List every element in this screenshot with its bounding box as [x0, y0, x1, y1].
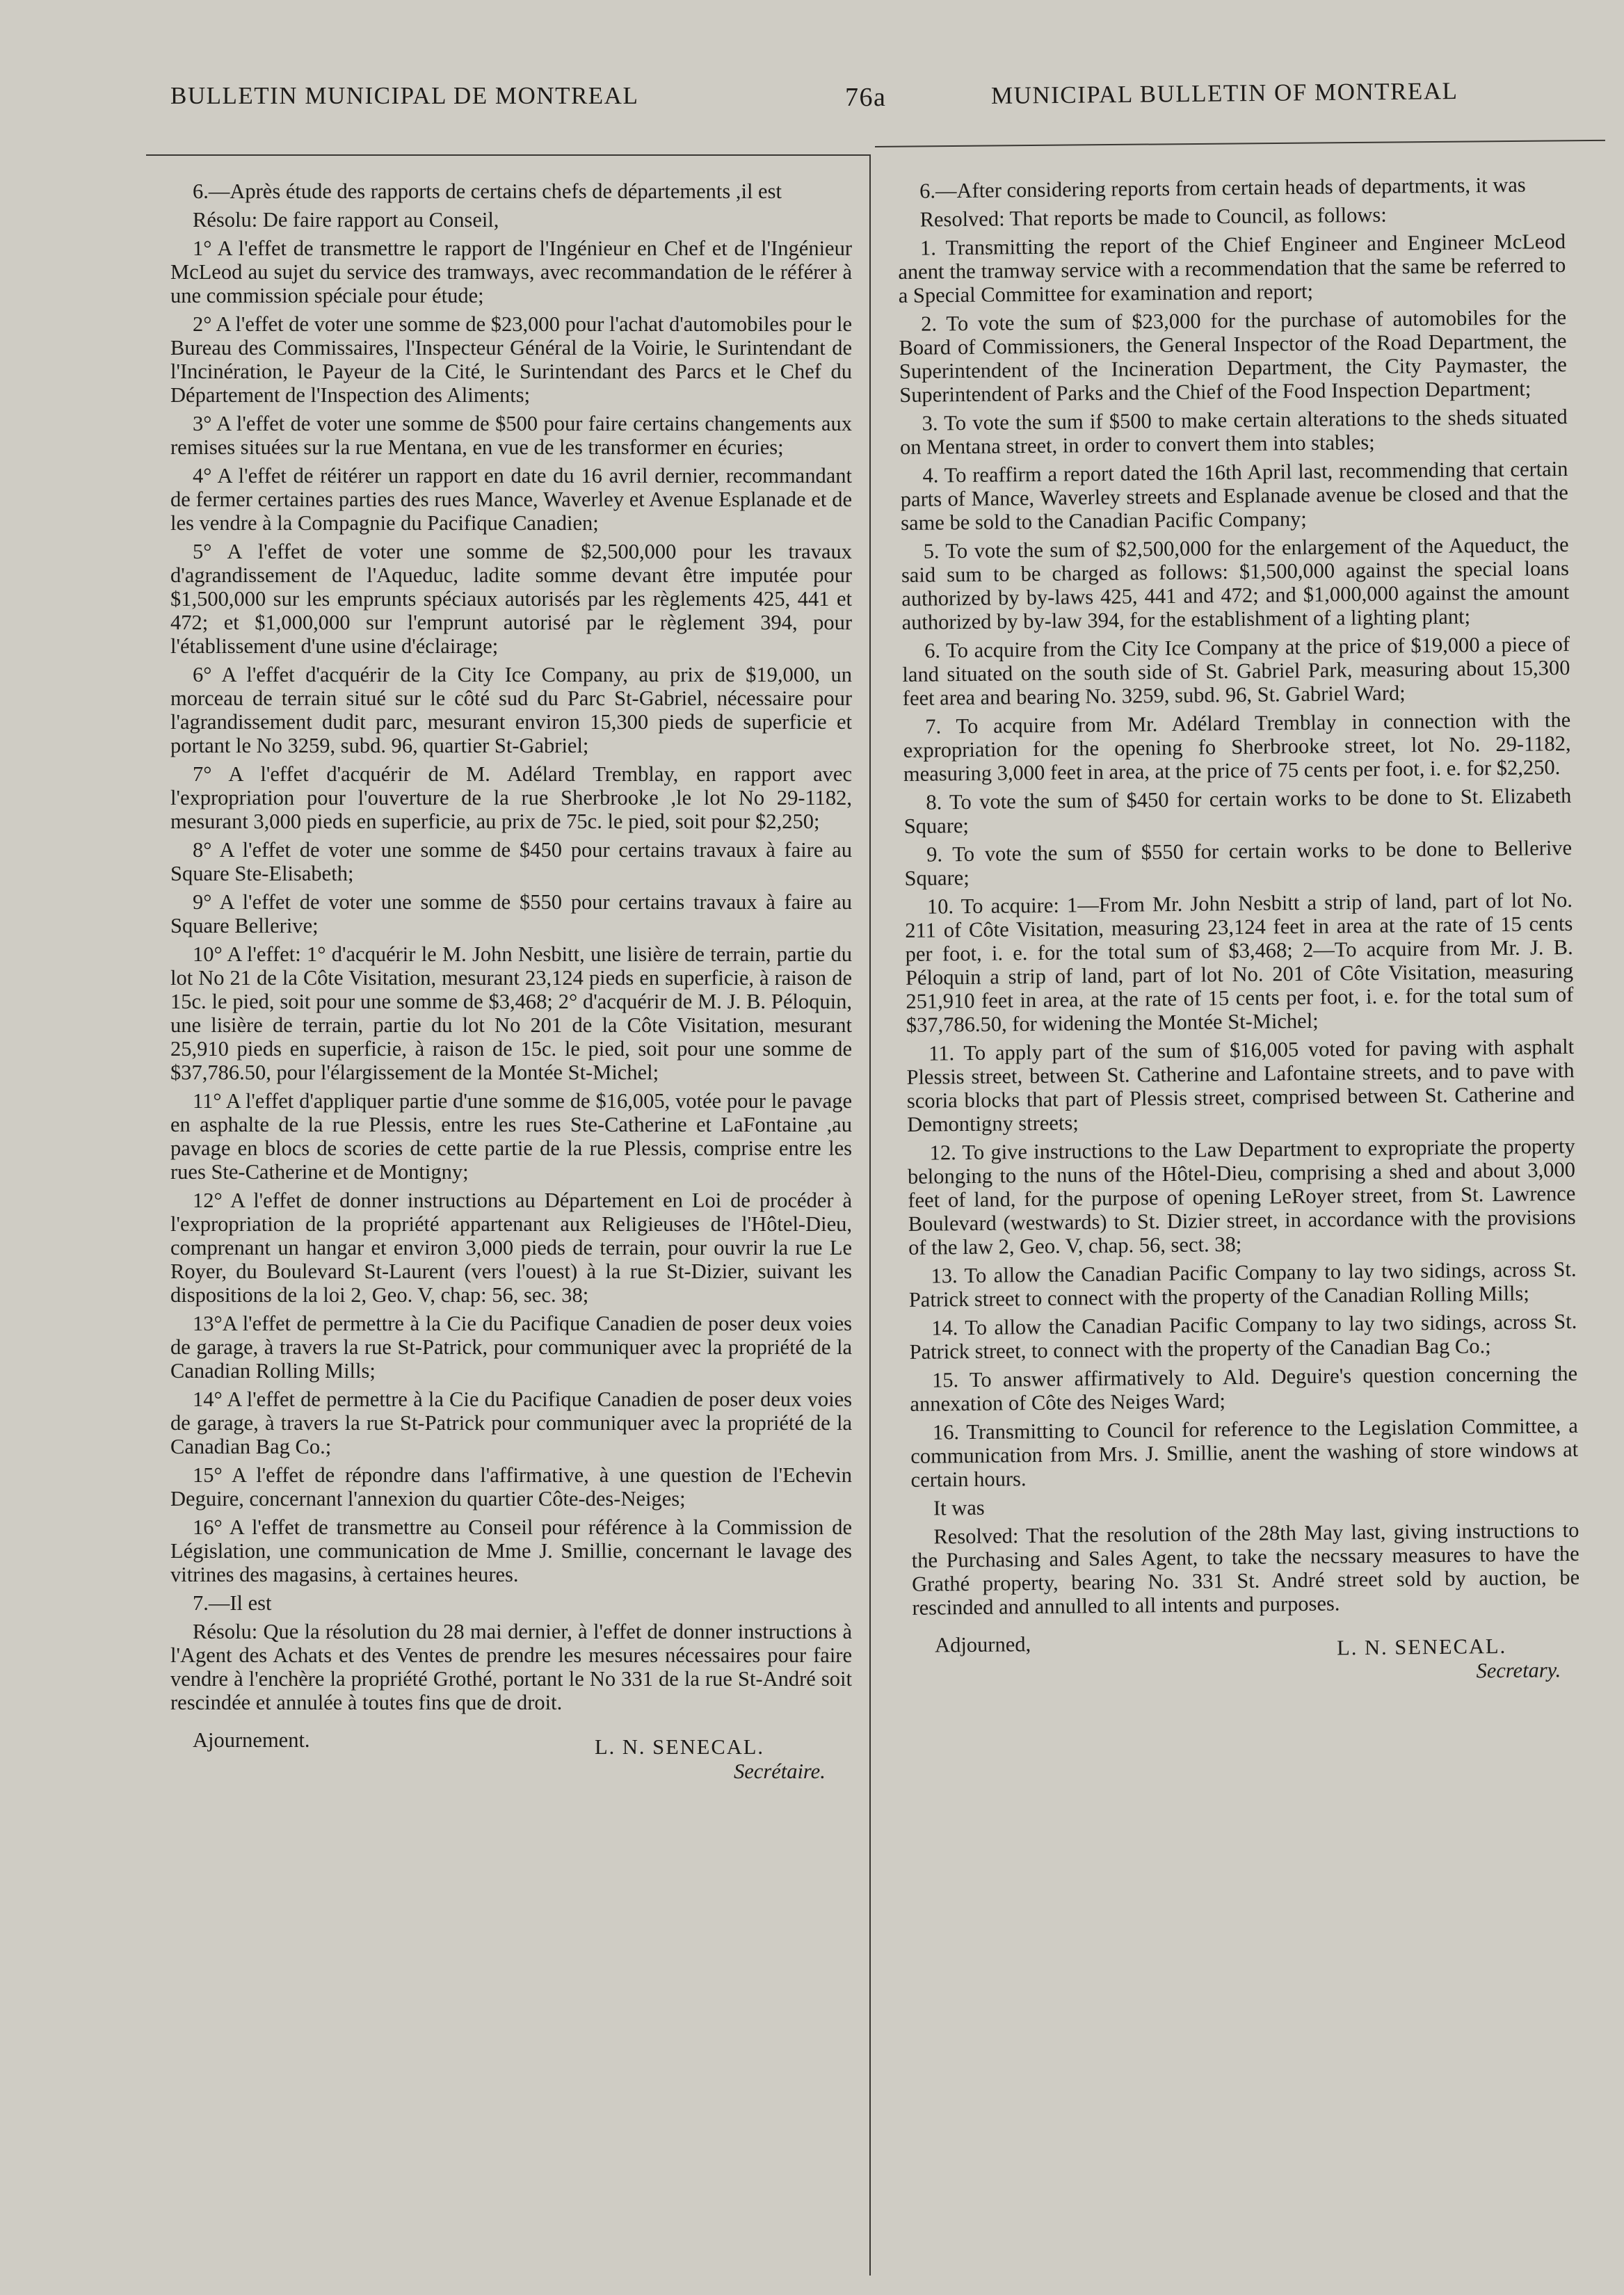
french-paragraph: 3° A l'effet de voter une somme de $500 pour faire certains changements aux remises situées sur la rue Mentana, en vue de les transformer en écuries; — [170, 412, 852, 459]
english-paragraph: 12. To give instructions to the Law Department to expropriate the property belonging to the nuns of the Hôtel-Dieu, comprising a shed and about 3,000 feet of land, for the purpose of opening LeRoyer street, from St. Lawrence Boulevard (westwards) to St. Dizier street, in accordance with the provisions of the law 2, Geo. V, chap. 56, sect. 38; — [907, 1134, 1576, 1259]
english-paragraph: 11. To apply part of the sum of $16,005 voted for paving with asphalt Plessis street, between St. Catherine and Lafontaine streets, and to pave with scoria blocks that part of Plessis street, comprised between St. Catherine and Demontigny streets; — [906, 1034, 1575, 1136]
english-column — [897, 172, 1581, 1696]
french-paragraph: 6° A l'effet d'acquérir de la City Ice Company, au prix de $19,000, un morceau de terrain situé sur le côté sud du Parc St-Gabriel, nécessaire pour l'agrandissement dudit parc, mesurant environ 15,300 pieds de superficie et portant le No 3259, subd. 96, quartier St-Gabriel; — [170, 663, 852, 757]
english-paragraph: 9. To vote the sum of $550 for certain works to be done to Bellerive Square; — [904, 835, 1573, 890]
french-paragraph: 13°A l'effet de permettre à la Cie du Pacifique Canadien de poser deux voies de garage, à travers la rue St-Patrick, pour communiquer avec la propriété de la Canadian Rolling Mills; — [170, 1312, 852, 1383]
english-paragraph: 1. Transmitting the report of the Chief Engineer and Engineer McLeod anent the tramway service with a recommendation that the same be referred to a Special Committee for examination and report; — [898, 229, 1566, 307]
french-paragraph: 15° A l'effet de répondre dans l'affirmative, à une question de l'Echevin Deguire, concernant l'annexion du quartier Côte-des-Neiges; — [170, 1463, 852, 1511]
french-paragraph: 10° A l'effet: 1° d'acquérir le M. John Nesbitt, une lisière de terrain, partie du lot No 21 de la Côte Visitation, mesurant 23,124 pieds en superficie, à raison de 15c. le pied, soit pour une somme de $3,468; 2° d'acquérir de M. J. B. Péloquin, une lisière de terrain, partie du lot No 201 de la Côte Visitation, mesurant 25,910 pieds en superficie, à raison de 15c. le pied, soit pour une somme de $37,786.50, pour l'élargissement de la Montée St-Michel; — [170, 942, 852, 1084]
english-adjourned: Adjourned, — [934, 1632, 1031, 1657]
french-paragraph: Résolu: De faire rapport au Conseil, — [193, 208, 499, 232]
french-paragraph: 1° A l'effet de transmettre le rapport de l'Ingénieur en Chef et de l'Ingénieur McLeod au sujet du service des tramways, avec recommandation de le référer à une commission spéciale pour étude; — [170, 236, 852, 307]
english-paragraph: 3. To vote the sum if $500 to make certain alterations to the sheds situated on Mentana street, in order to convert them into stables; — [899, 404, 1568, 459]
english-paragraph: Resolved: That reports be made to Council, as follows: — [919, 202, 1387, 232]
english-paragraph: 4. To reaffirm a report dated the 16th April last, recommending that certain parts of Mance, Waverley streets and Esplanade avenue be closed and that the same be sold to the Canadian Pacific Company; — [900, 456, 1568, 535]
french-column — [170, 179, 852, 1791]
english-paragraph: It was — [933, 1495, 985, 1520]
french-paragraph: 7° A l'effet d'acquérir de M. Adélard Tremblay, en rapport avec l'expropriation pour l'ouverture de la rue Sherbrooke ,le lot No 29-1182, mesurant 3,000 pieds en superficie, au prix de 75c. le pied, soit pour $2,250; — [170, 762, 852, 833]
english-paragraph: 8. To vote the sum of $450 for certain works to be done to St. Elizabeth Square; — [903, 783, 1572, 838]
french-paragraph: 16° A l'effet de transmettre au Conseil pour référence à la Commission de Législation, une communication de Mme J. Smillie, concernant le lavage des vitrines des magasins, à certaines heures. — [170, 1515, 852, 1586]
english-paragraph: 5. To vote the sum of $2,500,000 for the enlargement of the Aqueduct, the said sum to be charged as follows: $1,500,000 against the special loans authorized by by-laws 425, 441 and 472; and $1,000,000 against the amount authorized by by-law 394, for the establishment of a lighting plant; — [901, 532, 1570, 634]
french-paragraph: 9° A l'effet de voter une somme de $550 pour certains travaux à faire au Square Bellerive; — [170, 890, 852, 937]
french-paragraph: 14° A l'effet de permettre à la Cie du Pacifique Canadien de poser deux voies de garage, à travers la rue St-Patrick pour communiquer avec la propriété de la Canadian Bag Co.; — [170, 1387, 852, 1458]
french-paragraph: 11° A l'effet d'appliquer partie d'une somme de $16,005, votée pour le pavage en asphalte de la rue Plessis, entre les rues Ste-Catherine et LaFontaine ,au pavage en blocs de scories de cette partie de la rue Plessis, comprise entre les rues Ste-Catherine et de Montigny; — [170, 1089, 852, 1184]
page-number: 76a — [845, 83, 887, 112]
french-paragraphs — [170, 179, 852, 1714]
french-adjourned: Ajournement. — [193, 1728, 310, 1752]
column-divider — [869, 154, 871, 2276]
english-paragraph: Resolved: That the resolution of the 28th May last, giving instructions to the Purchasing and Sales Agent, to take the necssary measures to have the Grathé property, bearing No. 331 St. André street sold by auction, be rescinded and annulled to all intents and purposes. — [911, 1517, 1580, 1620]
english-paragraph: 16. Transmitting to Council for reference to the Legislation Committee, a communication from Mrs. J. Smillie, anent the washing of store windows at certain hours. — [910, 1413, 1579, 1492]
header-french-title: BULLETIN MUNICIPAL DE MONTREAL — [170, 82, 639, 109]
french-paragraph: 12° A l'effet de donner instructions au Département en Loi de procéder à l'expropriation de la propriété appartenant aux Religieuses de l'Hôtel-Dieu, comprenant un hangar et environ 3,000 pieds de terrain, pour ouvrir la rue Le Royer, du Boulevard St-Laurent (vers l'ouest) à la rue St-Dizier, suivant les dispositions de la loi 2, Geo. V, chap: 56, sec. 38; — [170, 1189, 852, 1307]
french-paragraph: 5° A l'effet de voter une somme de $2,500,000 pour les travaux d'agrandissement de l'Aqueduc, ladite somme devant être imputée pour $1,500,000 sur les emprunts spéciaux autorisés par les règlements 425, 441 et 472; et $1,000,000 sur l'emprunt autorisé par le règlement 394, pour l'établissement d'une usine d'éclairage; — [170, 540, 852, 658]
english-paragraph: 6. To acquire from the City Ice Company at the price of $19,000 a piece of land situated on the south side of St. Gabriel Park, measuring about 15,300 feet area and bearing No. 3259, subd. 96, St. Gabriel Ward; — [902, 631, 1570, 710]
english-paragraphs — [897, 172, 1580, 1620]
english-signature-name: L. N. SENECAL. — [1336, 1634, 1507, 1660]
french-signature-title: Secrétaire. — [734, 1760, 826, 1783]
french-paragraph: 6.—Après étude des rapports de certains chefs de départements ,il est — [193, 179, 782, 203]
french-paragraph: Résolu: Que la résolution du 28 mai dernier, à l'effet de donner instructions à l'Agent des Achats et des Ventes de prendre les mesures nécessaires pour faire vendre à l'enchère la propriété Grothé, portant le No 331 de la rue St-André soit rescindée et annulée à toutes fins que de droit. — [170, 1620, 852, 1714]
english-paragraph: 10. To acquire: 1—From Mr. John Nesbitt a strip of land, part of lot No. 211 of Côte Visitation, measuring 23,124 feet in area at the rate of 15 cents per foot, i. e. for the total sum of $3,468; 2—To acquire from Mr. J. B. Péloquin a strip of land, part of lot No. 201 of Côte Visitation, measuring 251,910 feet in area, at the rate of 15 cents per foot, i. e. for the total sum of $37,786.50, for widening the Montée St-Michel; — [905, 887, 1574, 1037]
english-paragraph: 14. To allow the Canadian Pacific Company to lay two sidings, across St. Patrick street, to connect with the property of the Canadian Bag Co.; — [909, 1309, 1577, 1364]
english-paragraph: 6.—After considering reports from certain heads of departments, it was — [919, 172, 1526, 203]
header-english-title: MUNICIPAL BULLETIN OF MONTREAL — [990, 76, 1458, 109]
header-rule-left — [146, 154, 869, 156]
french-paragraph: 7.—Il est — [193, 1591, 272, 1615]
header-rule-right — [875, 140, 1605, 147]
french-signature-block — [170, 1728, 852, 1791]
english-signature-block — [913, 1627, 1581, 1696]
english-paragraph: 15. To answer affirmatively to Ald. Deguire's question concerning the annexation of Côte des Neiges Ward; — [910, 1361, 1578, 1416]
french-signature-name: L. N. SENECAL. — [595, 1735, 765, 1759]
english-paragraph: 2. To vote the sum of $23,000 for the purchase of automobiles for the Board of Commissioners, the General Inspector of the Road Department, the Superintendent of the Incineration Department, the City Paymaster, the Superintendent of Parks and the Chief of the Food Inspection Department; — [899, 305, 1568, 407]
english-signature-title: Secretary. — [1476, 1658, 1561, 1683]
english-paragraph: 13. To allow the Canadian Pacific Company to lay two sidings, across St. Patrick street to connect with the property of the Canadian Rolling Mills; — [908, 1257, 1577, 1312]
french-paragraph: 4° A l'effet de réitérer un rapport en date du 16 avril dernier, recommandant de fermer certaines parties des rues Mance, Waverley et Avenue Esplanade et de les vendre à la Compagnie du Pacifique Canadien; — [170, 464, 852, 535]
french-paragraph: 2° A l'effet de voter une somme de $23,000 pour l'achat d'automobiles pour le Bureau des Commissaires, l'Inspecteur Général de la Voirie, le Surintendant de l'Incinération, le Payeur de la Cité, le Surintendant des Parcs et le Chef du Département de l'Inspection des Aliments; — [170, 312, 852, 407]
french-paragraph: 8° A l'effet de voter une somme de $450 pour certains travaux à faire au Square Ste-Elisabeth; — [170, 838, 852, 885]
english-paragraph: 7. To acquire from Mr. Adélard Tremblay in connection with the expropriation for the opening fo Sherbrooke street, lot No. 29-1182, measuring 3,000 feet in area, at the price of 75 cents per foot, i. e. for $2,250. — [903, 707, 1571, 786]
